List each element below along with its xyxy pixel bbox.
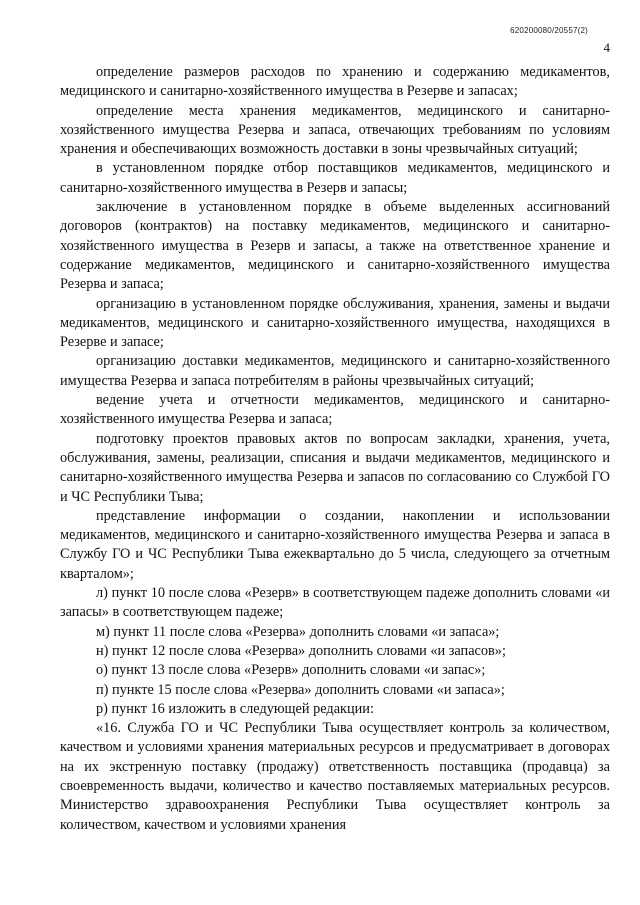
- paragraph: п) пункте 15 после слова «Резерва» дополнить словами «и запаса»;: [96, 681, 505, 698]
- paragraph: р) пункт 16 изложить в следующей редакции:: [96, 700, 374, 717]
- paragraph: заключение в установленном порядке в объеме выделенных ассигнований договоров (контрактов) на поставку медикаментов, медицинского и санитарно-хозяйственного имущества в Резерв и запасы, а также на ответственное хранение и содержание медикаментов, медицинского и санитарно-хозяйственного имущества Резерва и запаса;: [60, 199, 610, 293]
- paragraph: ведение учета и отчетности медикаментов, медицинского и санитарно-хозяйственного имущества Резерва и запаса;: [60, 392, 610, 428]
- paragraph: организацию в установленном порядке обслуживания, хранения, замены и выдачи медикаментов, медицинского и санитарно-хозяйственного имущества, находящихся в Резерве и запасе;: [60, 295, 610, 351]
- paragraph: м) пункт 11 после слова «Резерва» дополнить словами «и запаса»;: [96, 623, 500, 640]
- paragraph: подготовку проектов правовых актов по вопросам закладки, хранения, учета, обслуживания, замены, реализации, списания и выдачи медикаментов, медицинского и санитарно-хозяйственного имущества Резерва и запасов по согласованию со Службой ГО и ЧС Республики Тыва;: [60, 430, 610, 505]
- document-body: [60, 63, 610, 835]
- page-number: 4: [603, 40, 610, 55]
- paragraph: в установленном порядке отбор поставщиков медикаментов, медицинского и санитарно-хозяйственного имущества в Резерв и запасы;: [60, 160, 610, 196]
- paragraph: определение места хранения медикаментов, медицинского и санитарно-хозяйственного имущества Резерва и запаса, отвечающих требованиям по условиям хранения и обеспечивающих возможность доставки в зоны чрезвычайных ситуаций;: [60, 102, 610, 158]
- paragraph: о) пункт 13 после слова «Резерв» дополнить словами «и запас»;: [96, 662, 486, 679]
- paragraph: представление информации о создании, накоплении и использовании медикаментов, медицинского и санитарно-хозяйственного имущества Резерва и запаса в Службу ГО и ЧС Республики Тыва ежеквартально до 5 числа, следующего за отчетным кварталом»;: [60, 507, 610, 582]
- paragraph: организацию доставки медикаментов, медицинского и санитарно-хозяйственного имущества Резерва и запаса потребителям в районы чрезвычайных ситуаций;: [60, 353, 610, 389]
- document-code: 620200080/20557(2): [510, 26, 588, 35]
- paragraph: «16. Служба ГО и ЧС Республики Тыва осуществляет контроль за количеством, качеством и условиями хранения материальных ресурсов и предусматривает в договорах на их экстренную поставку (продажу) ответственность поставщика (продавца) за своевременность выдачи, количество и качество поставляемых материальных ресурсов. Министерство здравоохранения Республики Тыва осуществляет контроль за количеством, качеством и условиями хранения: [60, 720, 610, 833]
- paragraph: н) пункт 12 после слова «Резерва» дополнить словами «и запасов»;: [96, 642, 506, 659]
- paragraph: л) пункт 10 после слова «Резерв» в соответствующем падеже дополнить словами «и запасы» в соответствующем падеже;: [60, 585, 610, 621]
- paragraph: определение размеров расходов по хранению и содержанию медикаментов, медицинского и санитарно-хозяйственного имущества в Резерве и запасах;: [60, 64, 610, 100]
